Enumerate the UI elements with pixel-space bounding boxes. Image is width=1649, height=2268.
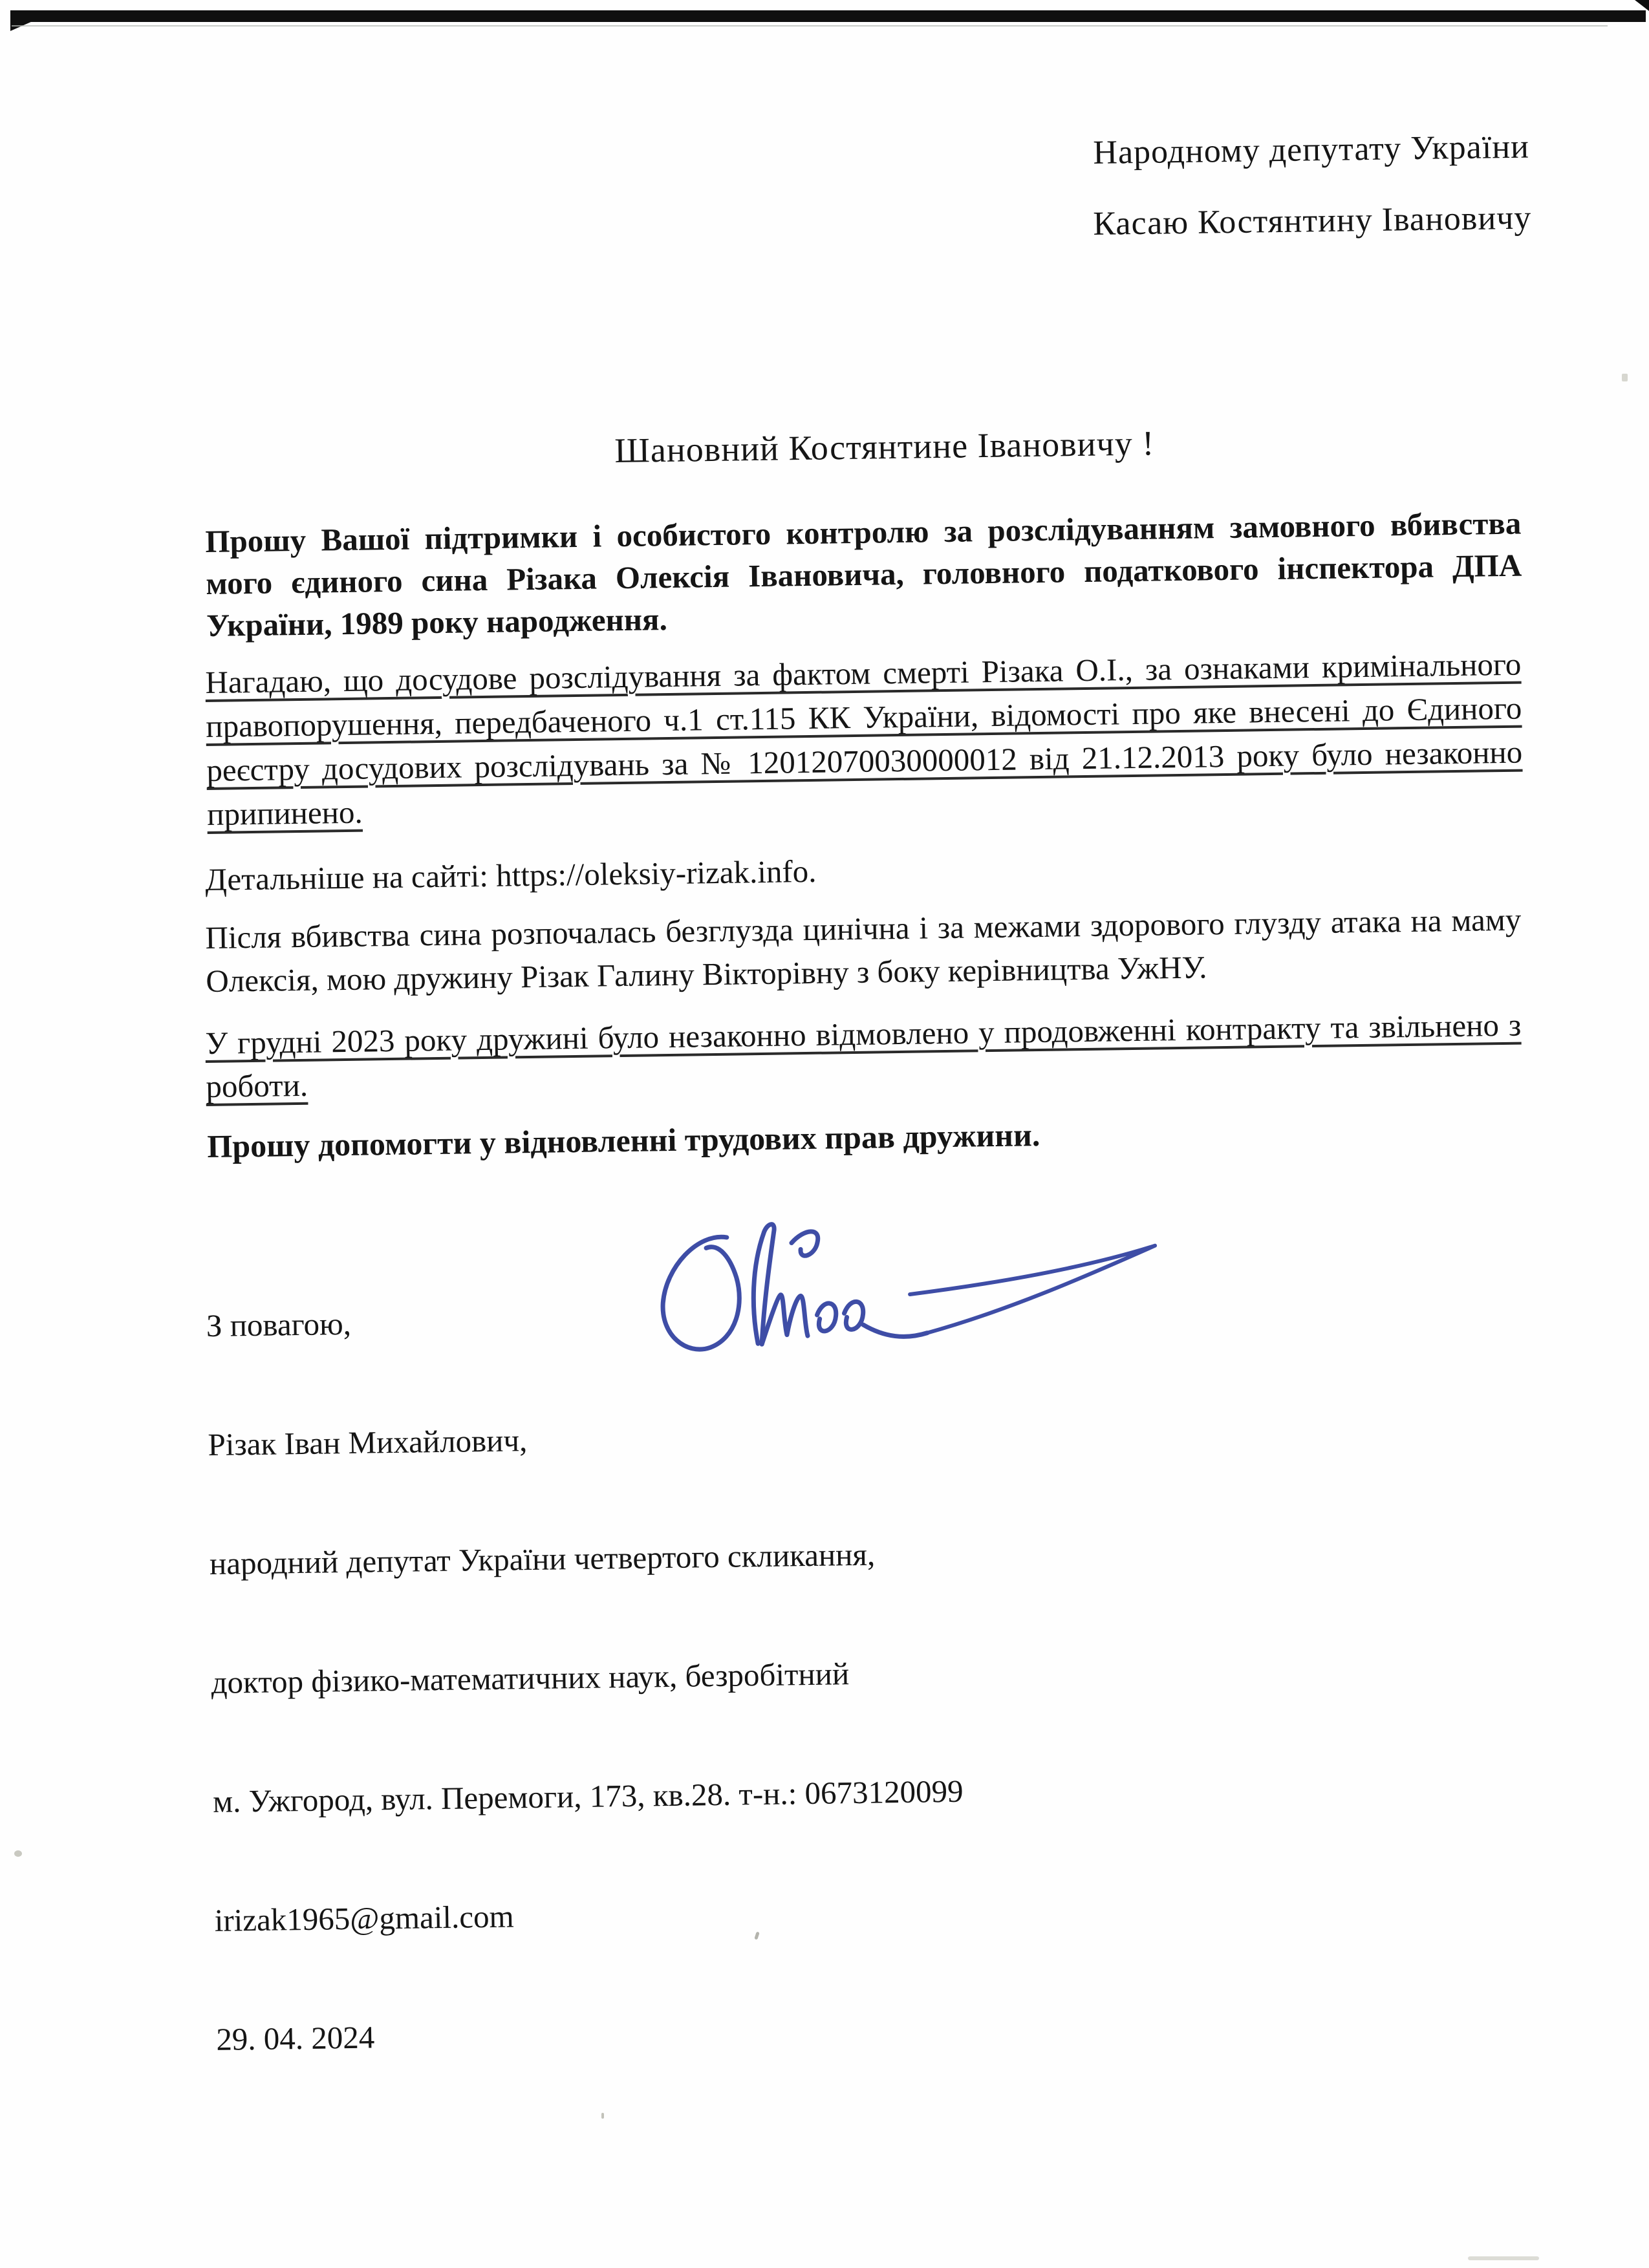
closing-title-deputy: народний депутат України четвертого скликання, [209,1536,876,1581]
paragraph-contract-termination: У грудні 2023 року дружині було незаконно відмовлено у продовженні контракту та звільнено з роботи. [205,1007,1522,1104]
closing-email: irizak1965@gmail.com [214,1898,514,1938]
paragraph-request-support: Прошу Вашої підтримки і особистого контролю за розслідуванням замовного вбивства мого єдиного сина Різака Олексія Івановича, головного податкового інспектора ДПА України, 1989 року народження. [205,505,1522,643]
recipient-line-1: Народному депутату України [1093,128,1530,171]
closing-block [205,1226,968,2129]
scan-speck [1622,374,1628,381]
closing-date: 29. 04. 2024 [215,2019,375,2057]
closing-title-doctor: доктор фізико-математичних наук, безробітний [211,1656,850,1700]
paragraph-investigation-reminder: Нагадаю, що досудове розслідування за фактом смерті Різака О.І., за ознаками кримінального правопорушення, передбаченого ч.1 ст.115 КК України, відомості про яке внесені до Єдиного реєстру досудових розслідувань за № 12012070030000012 від 21.12.2013 року було незаконно припинено. [205,646,1523,832]
salutation: Шановний Костянтине Івановичу ! [614,423,1155,470]
closing-address-phone: м. Ужгород, вул. Перемоги, 173, кв.28. т-н.: 0673120099 [212,1773,964,1819]
scan-speck [1468,2256,1539,2260]
closing-name: Різак Іван Михайлович, [208,1422,528,1462]
paragraph-attack-on-wife: Після вбивства сина розпочалась безглузда цинічна і за межами здорового глузду атака на маму Олексія, мою дружину Різак Галину Вікторівну з боку керівництва УжНУ. [205,901,1522,999]
closing-regards: З повагою, [206,1305,352,1343]
scan-artifact-grey-line [12,25,1608,27]
scan-artifact-top-bar [10,10,1646,22]
scan-artifact-top-right-corner [1635,0,1649,11]
recipient-line-2: Касаю Костянтину Івановичу [1093,199,1532,242]
scan-speck [14,1850,22,1857]
paragraph-help-request: Прошу допомогти у відновленні трудових прав дружини. [207,1117,1040,1164]
paragraph-website: Детальніше на сайті: https://oleksiy-rizak.info. [205,853,817,897]
